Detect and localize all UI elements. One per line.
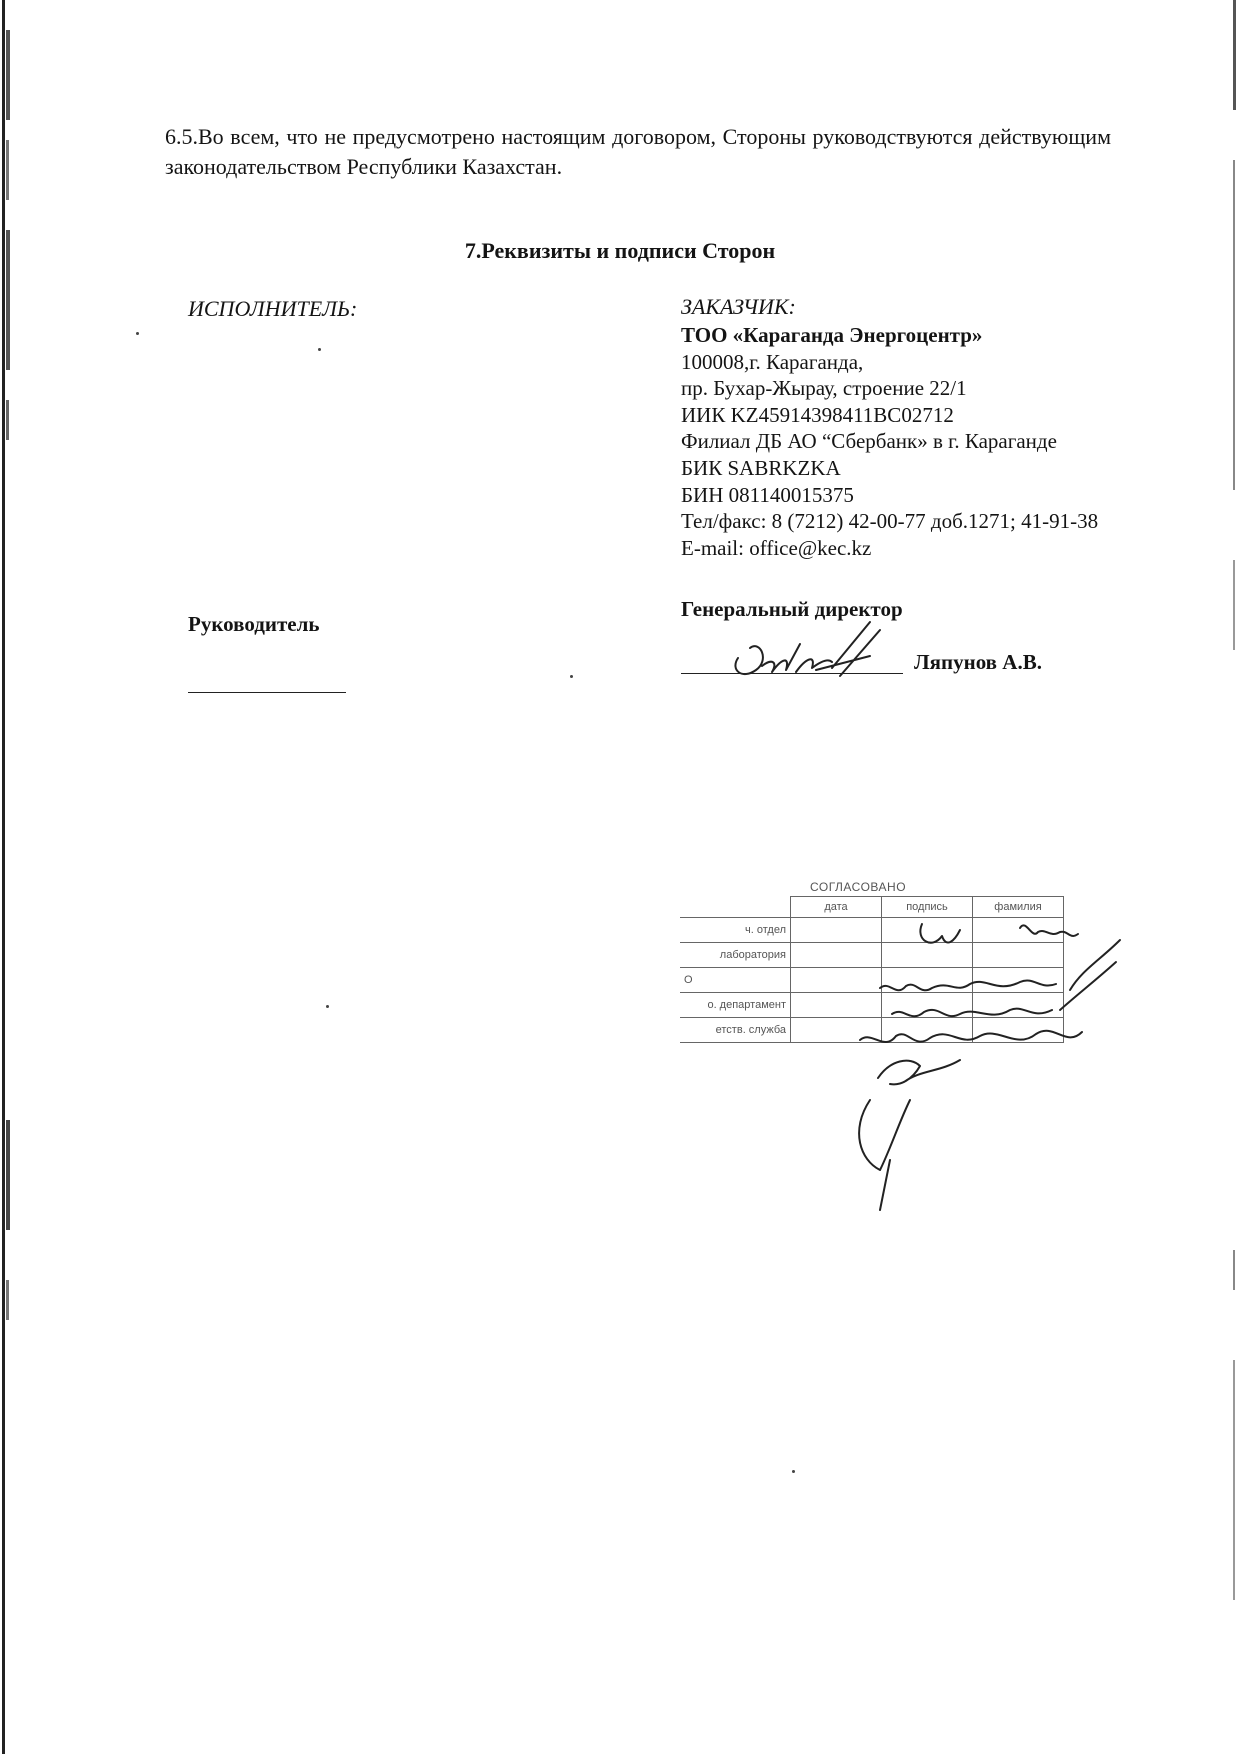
- stamp-row-label: етств. служба: [680, 1018, 791, 1043]
- stamp-col-date: дата: [791, 897, 882, 918]
- stamp-row-label: лаборатория: [680, 943, 791, 968]
- stamp-col-signature: подпись: [882, 897, 973, 918]
- clause-paragraph: 6.5.Во всем, что не предусмотрено настоящим договором, Стороны руководствуются действующим законодательством Республики Казахстан.: [165, 124, 1111, 179]
- executor-signature-line: [188, 692, 346, 693]
- director-signature: [720, 618, 890, 688]
- stamp-col-surname: фамилия: [973, 897, 1064, 918]
- scan-speck: [136, 332, 139, 335]
- executor-label: ИСПОЛНИТЕЛЬ:: [188, 296, 358, 321]
- stamp-title: СОГЛАСОВАНО: [810, 880, 907, 894]
- section-heading: 7.Реквизиты и подписи Сторон: [464, 238, 776, 263]
- stamp-handwritten-signatures: [820, 910, 1130, 1230]
- stamp-row-label: ч. отдел: [680, 918, 791, 943]
- scan-speck: [326, 1005, 329, 1008]
- customer-bank: Филиал ДБ АО “Сбербанк» в г. Караганде: [681, 429, 1057, 454]
- customer-email: E-mail: office@kec.kz: [681, 535, 872, 560]
- customer-phone: Тел/факс: 8 (7212) 42-00-77 доб.1271; 41-91-38: [681, 509, 1099, 534]
- customer-signatory: Ляпунов А.В.: [914, 650, 1042, 674]
- stamp-row-label: о. департамент: [680, 993, 791, 1018]
- stamp-corner: [680, 897, 791, 918]
- customer-iik: ИИК KZ45914398411BC02712: [681, 402, 954, 427]
- executor-role: Руководитель: [188, 612, 320, 636]
- customer-role: Генеральный директор: [681, 597, 903, 621]
- customer-label: ЗАКАЗЧИК:: [681, 294, 796, 319]
- customer-bin: БИН 081140015375: [681, 482, 854, 507]
- customer-address-line2: пр. Бухар-Жырау, строение 22/1: [681, 376, 967, 401]
- customer-company: ТОО «Караганда Энергоцентр»: [681, 323, 983, 347]
- scan-speck: [570, 675, 573, 678]
- scan-speck: [318, 348, 321, 351]
- customer-address-line1: 100008,г. Караганда,: [681, 349, 864, 374]
- customer-requisites: [681, 322, 1098, 561]
- stamp-row-label: О: [680, 968, 791, 993]
- customer-bik: БИК SABRKZKA: [681, 455, 841, 480]
- scan-speck: [792, 1470, 795, 1473]
